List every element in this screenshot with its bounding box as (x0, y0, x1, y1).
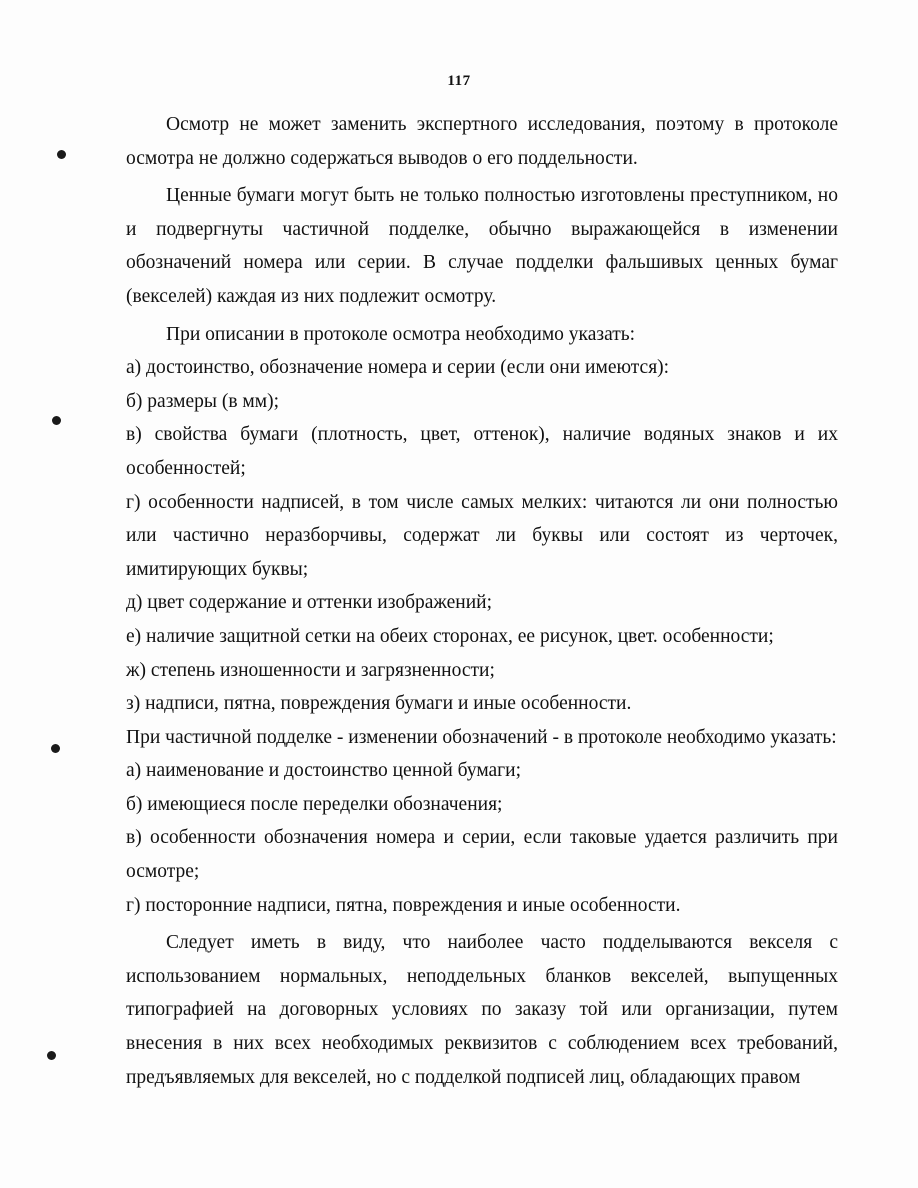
list-item: а) наименование и достоинство ценной бумаги; (126, 760, 522, 782)
list-item: е) наличие защитной сетки на обеих сторонах, ее рисунок, цвет. особенности; (126, 625, 774, 647)
paragraph: При частичной подделке - изменении обозначений - в протоколе необходимо указать: (126, 726, 837, 748)
list-item: б) размеры (в мм); (126, 390, 280, 412)
binding-hole-mark (57, 150, 66, 159)
binding-hole-mark (51, 744, 60, 753)
list-item: г) посторонние надписи, пятна, повреждения и иные особенности. (126, 894, 681, 916)
list-item: ж) степень изношенности и загрязненности; (126, 659, 495, 681)
list-item: г) особенности надписей, в том числе самых мелких: читаются ли они полностью или частично неразборчивы, содержат ли буквы или состоят из черточек, имитирующих буквы; (126, 491, 838, 580)
document-body (126, 108, 838, 1094)
list-item: в) особенности обозначения номера и серии, если таковые удается различить при осмотре; (126, 827, 838, 883)
list-item: а) достоинство, обозначение номера и серии (если они имеются): (126, 357, 670, 379)
page-number: 117 (447, 73, 471, 89)
binding-hole-mark (47, 1051, 56, 1060)
paragraph: Ценные бумаги могут быть не только полностью изготовлены преступником, но и подвергнуты частичной подделке, обычно выражающейся в изменении обозначений номера или серии. В случае подделки фальшивых ценных бумаг (векселей) каждая из них подлежит осмотру. (126, 185, 838, 307)
paragraph: Осмотр не может заменить экспертного исследования, поэтому в протоколе осмотра не должно содержаться выводов о его поддельности. (126, 114, 838, 169)
list-item: в) свойства бумаги (плотность, цвет, оттенок), наличие водяных знаков и их особенностей; (126, 424, 838, 479)
list-item: д) цвет содержание и оттенки изображений; (126, 592, 492, 614)
paragraph: Следует иметь в виду, что наиболее часто подделываются векселя с использованием нормальных, неподдельных бланков векселей, выпущенных типографией на договорных условиях по заказу той или организации, путем внесения в них всех необходимых реквизитов с соблюдением всех требований, предъявляемых для векселей, но с подделкой подписей лиц, обладающих правом (126, 932, 838, 1088)
list-item: б) имеющиеся после переделки обозначения; (126, 793, 503, 815)
paragraph: При описании в протоколе осмотра необходимо указать: (166, 323, 636, 345)
list-item: з) надписи, пятна, повреждения бумаги и иные особенности. (126, 693, 632, 715)
binding-hole-mark (52, 416, 61, 425)
